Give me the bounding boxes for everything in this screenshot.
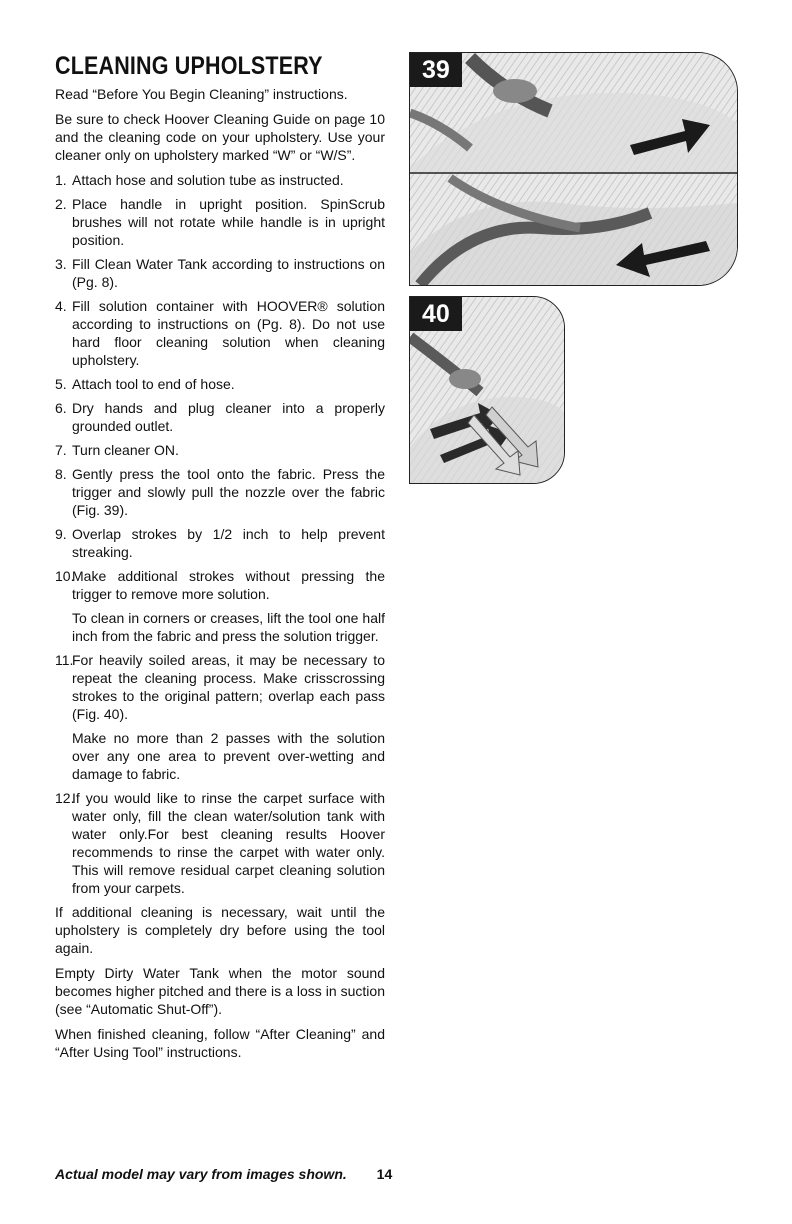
step-number: 11.: [55, 652, 74, 668]
step-number: 5.: [55, 376, 67, 392]
figure-39: [409, 52, 738, 286]
list-item: [55, 375, 385, 393]
step-text: Turn cleaner ON.: [72, 442, 179, 458]
step-number: 6.: [55, 400, 67, 416]
outro-paragraph: Empty Dirty Water Tank when the motor sound becomes higher pitched and there is a loss in suction (see “Automatic Shut-Off”).: [55, 965, 385, 1017]
list-item: [55, 441, 385, 459]
step-text: Make additional strokes without pressing the trigger to remove more solution.: [72, 568, 385, 602]
step-text: Overlap strokes by 1/2 inch to help prevent streaking.: [72, 526, 385, 560]
footer-note: Actual model may vary from images shown.: [55, 1166, 347, 1182]
step-text: Dry hands and plug cleaner into a properly grounded outlet.: [72, 400, 385, 434]
figure-39-label: 39: [410, 53, 462, 87]
list-item: [55, 525, 385, 561]
figure-40: [409, 296, 565, 484]
step-number: 7.: [55, 442, 67, 458]
page-number: 14: [376, 1166, 393, 1182]
step-number: 10.: [55, 568, 75, 584]
step-number: 4.: [55, 298, 67, 314]
list-item: [55, 567, 385, 645]
step-number: 1.: [55, 172, 67, 188]
content-column: [55, 52, 385, 1068]
step-text: Fill Clean Water Tank according to instructions on (Pg. 8).: [72, 256, 385, 290]
step-number: 12.: [55, 790, 75, 806]
outro-paragraph: If additional cleaning is necessary, wait until the upholstery is completely dry before using the tool again.: [55, 904, 385, 956]
intro-paragraph: Be sure to check Hoover Cleaning Guide on page 10 and the cleaning code on your upholstery. Use your cleaner only on upholstery marked “W” or “W/S”.: [55, 111, 385, 163]
list-item: [55, 651, 385, 783]
step-number: 9.: [55, 526, 67, 542]
figure-40-label: 40: [410, 297, 462, 331]
list-item: [55, 195, 385, 249]
list-item: [55, 789, 385, 897]
list-item: [55, 255, 385, 291]
step-number: 2.: [55, 196, 67, 212]
list-item: [55, 297, 385, 369]
step-text: Place handle in upright position. SpinScrub brushes will not rotate while handle is in upright position.: [72, 196, 385, 248]
step-text: Fill solution container with HOOVER® solution according to instructions on (Pg. 8). Do not use hard floor cleaning solution when cleaning upholstery.: [72, 298, 385, 368]
intro-paragraph: Read “Before You Begin Cleaning” instructions.: [55, 86, 348, 102]
outro-paragraph: When finished cleaning, follow “After Cleaning” and “After Using Tool” instructions.: [55, 1026, 385, 1060]
list-item: [55, 399, 385, 435]
list-item: [55, 465, 385, 519]
steps-list: [55, 171, 385, 897]
step-note: To clean in corners or creases, lift the tool one half inch from the fabric and press the solution trigger.: [72, 610, 385, 644]
page-footer: [55, 1166, 392, 1182]
page-title: CLEANING UPHOLSTERY: [55, 52, 323, 80]
step-number: 3.: [55, 256, 67, 272]
step-text: Attach tool to end of hose.: [72, 376, 235, 392]
step-text: If you would like to rinse the carpet surface with water only, fill the clean water/solution tank with water only.For best cleaning results Hoover recommends to rinse the carpet with water only. This will remove residual carpet cleaning solution from your carpets.: [72, 790, 385, 896]
list-item: [55, 171, 385, 189]
step-note: Make no more than 2 passes with the solution over any one area to prevent over-wetting and damage to fabric.: [72, 730, 385, 782]
step-text: Attach hose and solution tube as instructed.: [72, 172, 344, 188]
figure-39-illustration: [410, 53, 737, 285]
step-text: Gently press the tool onto the fabric. Press the trigger and slowly pull the nozzle over the fabric (Fig. 39).: [72, 466, 385, 518]
step-number: 8.: [55, 466, 67, 482]
step-text: For heavily soiled areas, it may be necessary to repeat the cleaning process. Make crisscrossing strokes to the original pattern; overlap each pass (Fig. 40).: [72, 652, 385, 722]
